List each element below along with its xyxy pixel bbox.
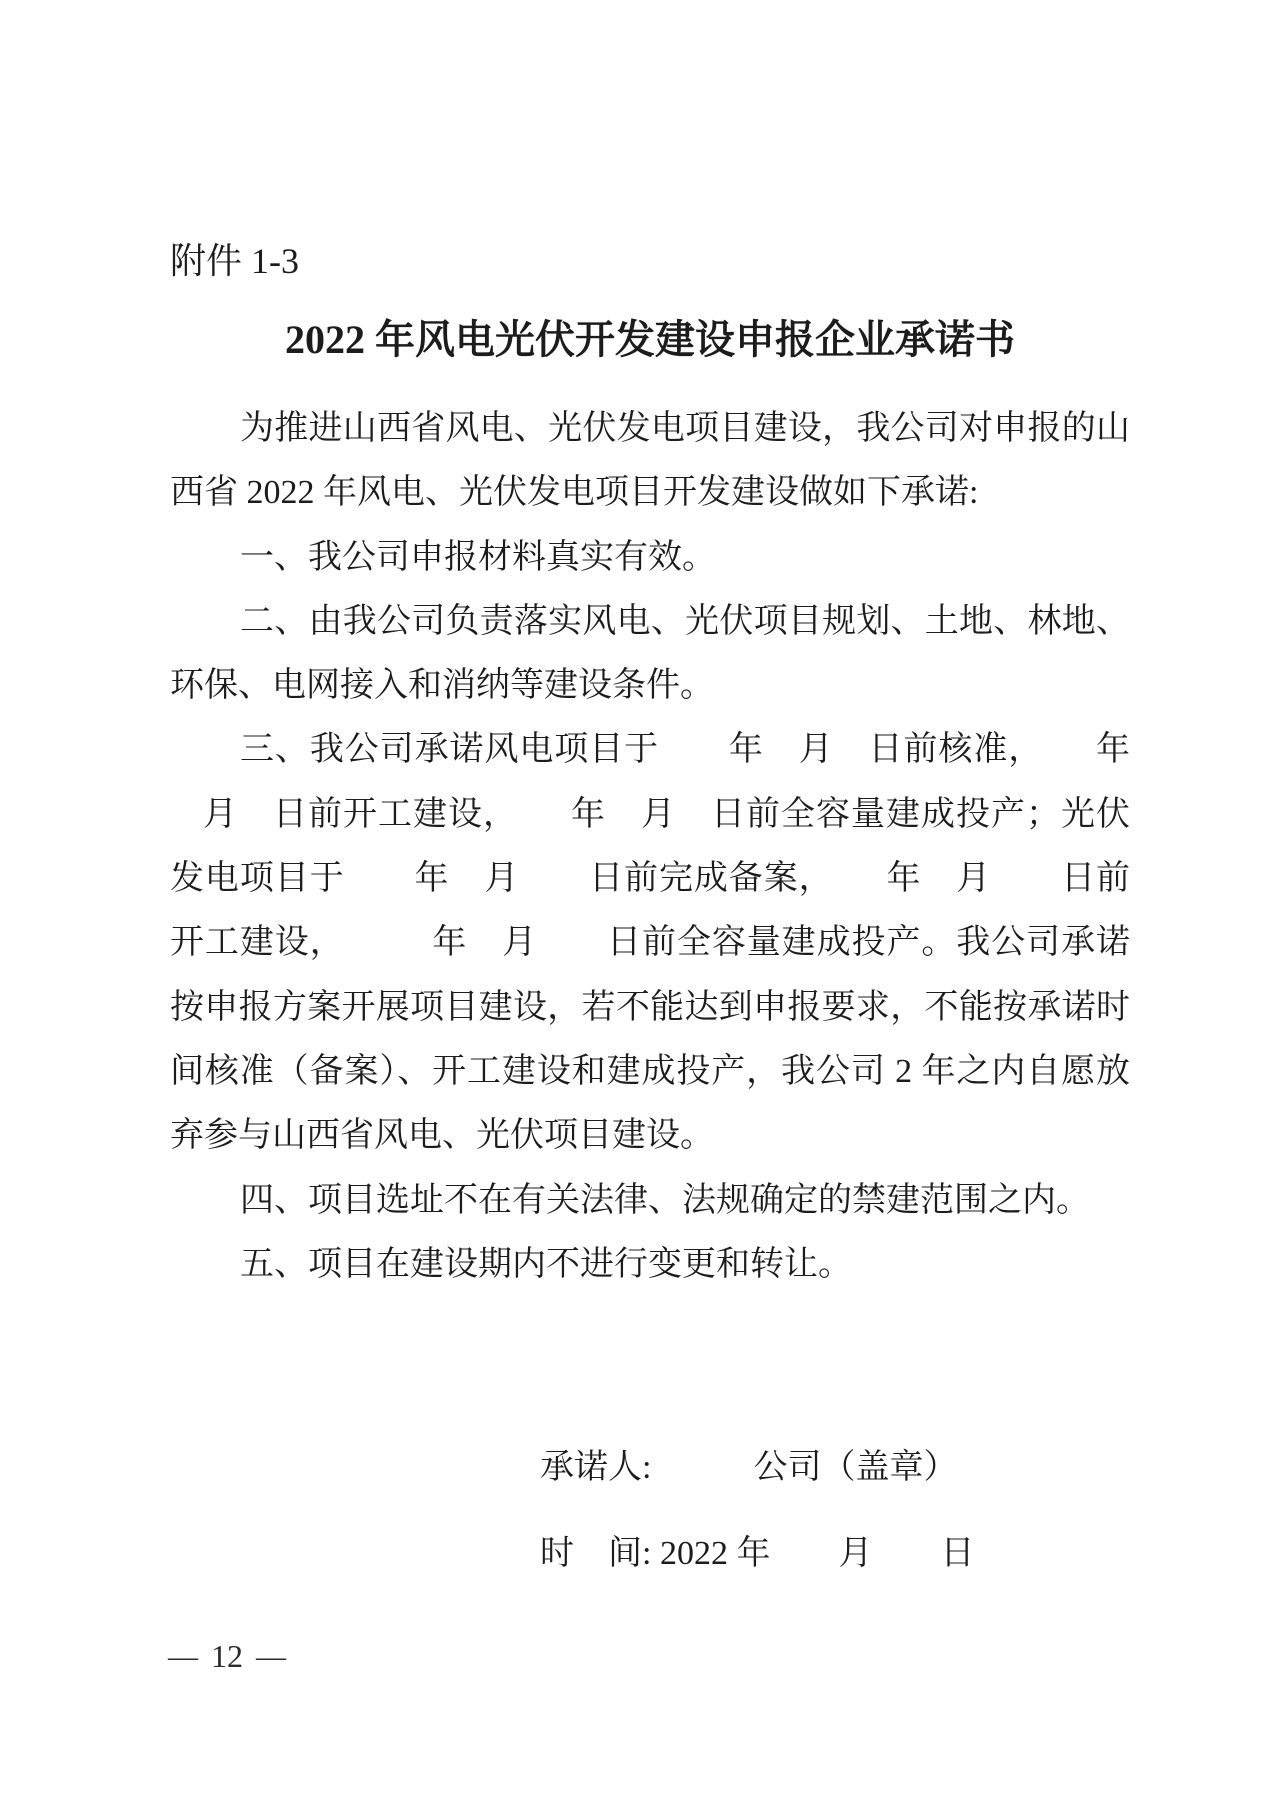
signature-promisor-line: 承诺人: 公司（盖章） (540, 1449, 958, 1486)
body-line: 弃参与山西省风电、光伏项目建设。 (170, 1117, 714, 1155)
body-line: 环保、电网接入和消纳等建设条件。 (170, 667, 714, 705)
body-line: 按申报方案开展项目建设，若不能达到申报要求，不能按承诺时 (170, 988, 1130, 1026)
footer-right-dash: — (256, 1639, 286, 1673)
document-body (170, 397, 1130, 1297)
body-line: 月 日前开工建设， 年 月 日前全容量建成投产；光伏 (203, 795, 1130, 833)
signature-date-line: 时 间: 2022 年 月 日 (540, 1535, 975, 1572)
signature-block (540, 1425, 974, 1597)
page-footer (168, 1638, 286, 1675)
body-line: 三、我公司承诺风电项目于 年 月 日前核准， 年 (240, 731, 1130, 769)
body-line: 为推进山西省风电、光伏发电项目建设，我公司对申报的山 (240, 410, 1130, 447)
footer-left-dash: — (168, 1639, 198, 1673)
attachment-label: 附件 1-3 (170, 241, 299, 281)
body-line: 四、项目选址不在有关法律、法规确定的禁建范围之内。 (240, 1181, 1090, 1219)
body-line: 五、项目在建设期内不进行变更和转让。 (240, 1245, 852, 1283)
body-line: 开工建设， 年 月 日前全容量建成投产。我公司承诺 (170, 924, 1130, 962)
body-line: 发电项目于 年 月 日前完成备案， 年 月 日前 (170, 860, 1130, 898)
body-line: 二、由我公司负责落实风电、光伏项目规划、土地、林地、 (240, 602, 1130, 640)
body-line: 西省 2022 年风电、光伏发电项目开发建设做如下承诺: (170, 474, 979, 512)
page-number: 12 (211, 1638, 243, 1674)
body-line: 间核准（备案）、开工建设和建成投产，我公司 2 年之内自愿放 (170, 1052, 1130, 1090)
document-title: 2022 年风电光伏开发建设申报企业承诺书 (285, 317, 1015, 362)
body-line: 一、我公司申报材料真实有效。 (240, 538, 716, 576)
